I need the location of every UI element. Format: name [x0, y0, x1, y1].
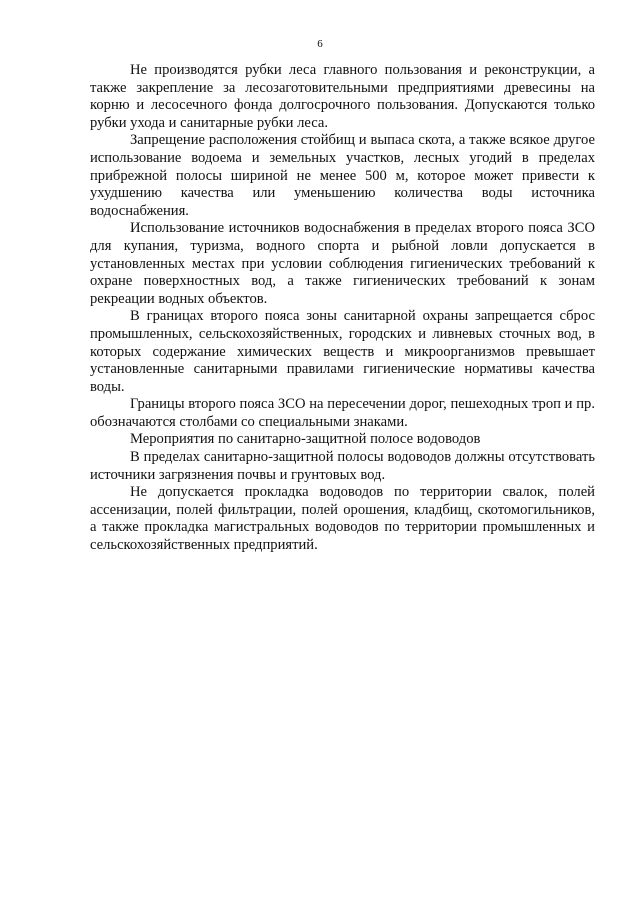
paragraph-recreation-use: Использование источников водоснабжения в пределах второго пояса ЗСО для купания, туризма, водного спорта и рыбной ловли допускается в установленных местах при условии соблюдения гигиенических требований к охране поверхностных вод, а также гигиенических требований к зонам рекреации водных объектов.: [90, 220, 595, 307]
paragraph-logging-restrictions: Не производятся рубки леса главного пользования и реконструкции, а также закрепление за лесозаготовительными предприятиями древесины на корню и лесосечного фонда долгосрочного пользования. Допускаются только рубки ухода и санитарные рубки леса.: [90, 62, 595, 131]
paragraph-livestock-prohibition: Запрещение расположения стойбищ и выпаса скота, а также всякое другое использование водоема и земельных участков, лесных угодий в пределах прибрежной полосы шириной не менее 500 м, которое может привести к ухудшению качества или уменьшению количества воды источника водоснабжения.: [90, 132, 595, 219]
section-heading-conduit-strip: Мероприятия по санитарно-защитной полосе водоводов: [130, 431, 481, 448]
paragraph-conduit-routing: Не допускается прокладка водоводов по территории свалок, полей ассенизации, полей фильтрации, полей орошения, кладбищ, скотомогильников, а также прокладка магистральных водоводов по территории промышленных и сельскохозяйственных предприятий.: [90, 484, 595, 554]
paragraph-pollution-sources: В пределах санитарно-защитной полосы водоводов должны отсутствовать источники загрязнения почвы и грунтовых вод.: [90, 449, 595, 483]
paragraph-boundary-markers: Границы второго пояса ЗСО на пересечении дорог, пешеходных троп и пр. обозначаются столбами со специальными знаками.: [90, 396, 595, 430]
page-number: 6: [317, 38, 323, 50]
paragraph-wastewater-discharge: В границах второго пояса зоны санитарной охраны запрещается сброс промышленных, сельскохозяйственных, городских и ливневых сточных вод, в которых содержание химических веществ и микроорганизмов превышает установленные санитарными правилами гигиенические нормативы качества воды.: [90, 308, 595, 395]
document-body: [90, 62, 595, 555]
